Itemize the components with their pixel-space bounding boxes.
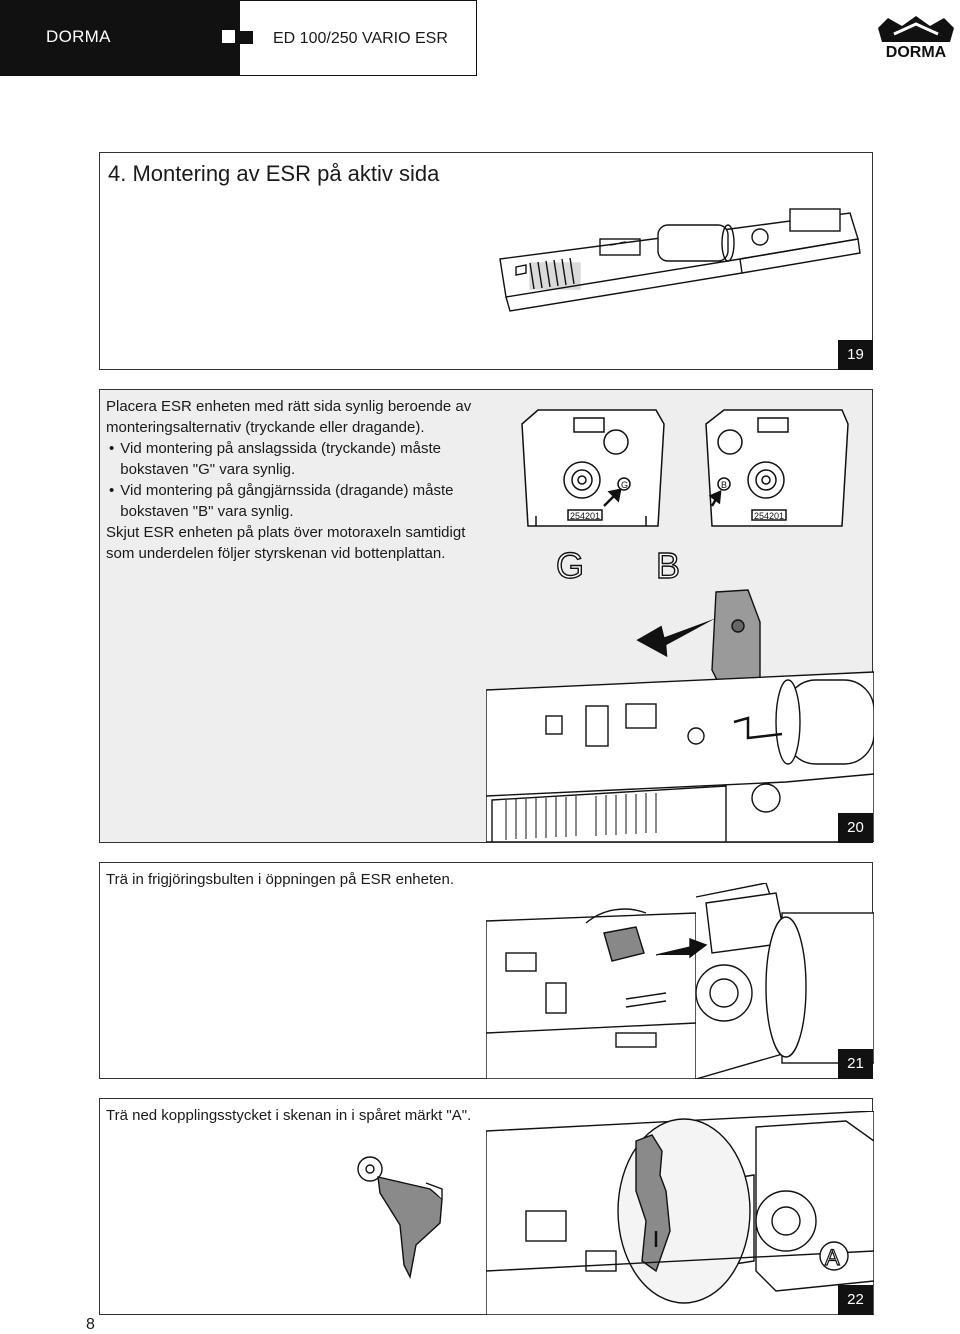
bullet-dot: • [109, 440, 115, 457]
figure-21-caption: Trä in frigjöringsbulten i öppningen på ESR enheten. [106, 871, 455, 888]
figure-number-21: 21 [838, 1049, 873, 1079]
part-number-label: 254201 [570, 511, 601, 521]
label-b: B [656, 545, 681, 586]
header-brand-block [0, 0, 240, 76]
bullet-text: Vid montering på gångjärnssida (dragande) måste bokstaven "B" vara synlig. [120, 482, 454, 520]
dorma-logo [874, 14, 958, 60]
header-product-label: ED 100/250 VARIO ESR [273, 30, 448, 47]
small-g-mark: G [621, 480, 629, 490]
section-title: 4. Montering av ESR på aktiv sida [108, 161, 440, 186]
part-number-label: 254201 [754, 511, 785, 521]
figure-21-panel [99, 862, 873, 1079]
figure-19-panel [99, 152, 873, 370]
label-g: G [556, 545, 585, 586]
figure-22-panel [99, 1098, 873, 1315]
header-square-marker-dark [240, 31, 253, 44]
release-bolt-illustration [486, 883, 874, 1079]
bullet-dot: • [109, 482, 115, 499]
svg-text:DORMA: DORMA [885, 44, 947, 60]
page-number: 8 [86, 1316, 95, 1333]
header-brand-label: DORMA [46, 27, 111, 46]
figure-20-text [106, 396, 476, 564]
esr-side-views-illustration [516, 402, 876, 592]
bullet-item [106, 480, 476, 522]
bullet-text: Vid montering på anslagssida (tryckande) måste bokstaven "G" vara synlig. [120, 440, 441, 478]
bullet-item [106, 438, 476, 480]
coupling-rail-illustration [486, 1111, 874, 1315]
esr-assembly-illustration [486, 586, 874, 842]
instruction-paragraph: Skjut ESR enheten på plats över motoraxeln samtidigt som underdelen följer styrskenan vid bottenplattan. [106, 524, 466, 562]
operator-unit-illustration [490, 199, 870, 329]
header-product-block [240, 0, 477, 76]
figure-number-19: 19 [838, 340, 873, 370]
instruction-paragraph: Placera ESR enheten med rätt sida synlig beroende av monteringsalternativ (tryckande eller dragande). [106, 398, 472, 436]
small-b-mark: B [721, 480, 728, 490]
figure-20-panel [99, 389, 873, 843]
label-a: A [825, 1245, 840, 1270]
header-square-marker [222, 30, 235, 43]
figure-22-caption: Trä ned kopplingsstycket i skenan in i spåret märkt "A". [106, 1107, 472, 1124]
figure-number-20: 20 [838, 813, 873, 843]
coupling-piece-illustration [350, 1153, 450, 1283]
figure-number-22: 22 [838, 1285, 873, 1315]
